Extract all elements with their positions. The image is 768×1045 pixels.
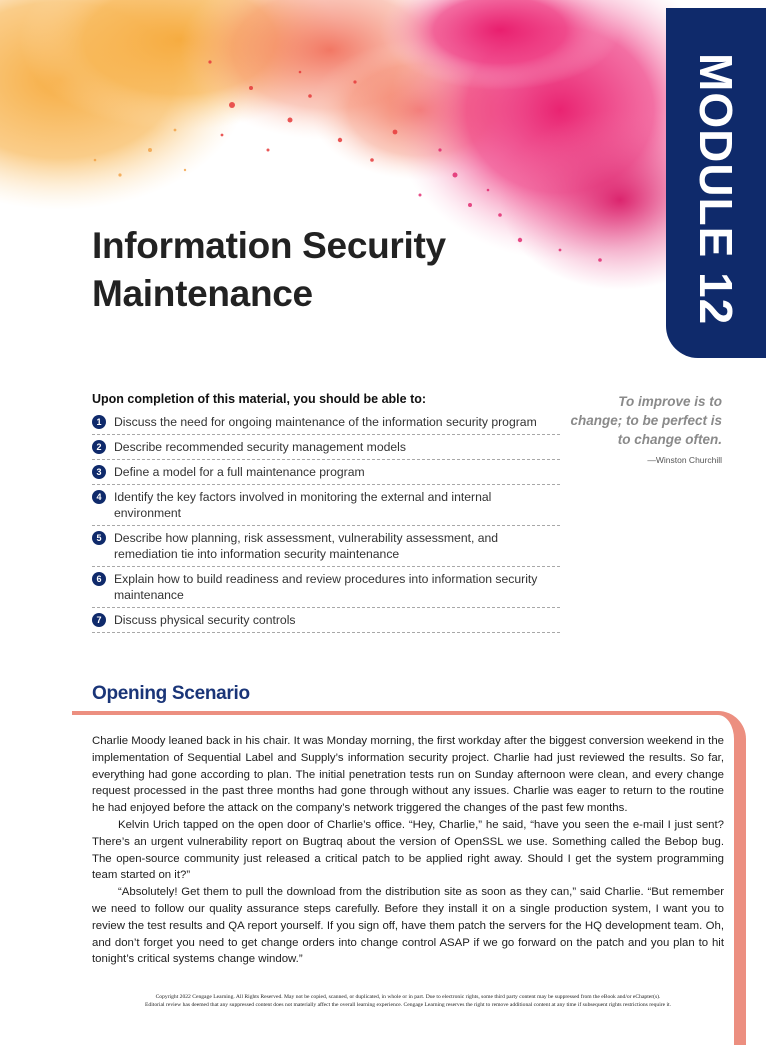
- objective-item: [92, 567, 560, 608]
- quote-text: To improve is to change; to be perfect is to change often.: [570, 394, 722, 447]
- scenario-body: [92, 733, 724, 968]
- objective-item: [92, 410, 560, 435]
- module-tab: [666, 8, 766, 358]
- objective-item: [92, 608, 560, 633]
- epigraph-quote: [570, 392, 722, 465]
- copyright-line-2: Editorial review has deemed that any suppressed content does not materially affect the overall learning experience. Cengage Learning reserves the right to remove additional content at any time if subsequent rights restrictions require it.: [145, 1002, 671, 1008]
- objective-item: [92, 526, 560, 567]
- scenario-paragraph: Kelvin Urich tapped on the open door of Charlie’s office. “Hey, Charlie,” he said, “have you seen the e-mail I just sent? There’s an urgent vulnerability report on Bugtraq about the version of OpenSSL we use. Something called the Bebop bug. The open-source community just released a critical patch to be applied right away. Should I get the system programming team started on it?”: [92, 818, 724, 882]
- copyright-line-1: Copyright 2022 Cengage Learning. All Rights Reserved. May not be copied, scanned, or duplicated, in whole or in part. Due to electronic rights, some third party content may be suppressed from the eBook and/or eChapter(s).: [155, 994, 661, 1000]
- objective-number-badge: 5: [92, 531, 106, 545]
- page-title-line-2: Maintenance: [92, 273, 313, 314]
- objective-text: Describe recommended security management models: [114, 440, 406, 454]
- objective-text: Discuss the need for ongoing maintenance of the information security program: [114, 415, 537, 429]
- objective-number-badge: 3: [92, 465, 106, 479]
- objectives-heading: Upon completion of this material, you should be able to:: [92, 392, 427, 406]
- scenario-paragraph: “Absolutely! Get them to pull the download from the distribution site as soon as they can,” said Charlie. “But remember we need to follow our quality assurance steps carefully. Before they install it on a single production system, I want you to review the test results and QA report yourself. If you sign off, have them patch the servers for the HQ development team. Oh, and don’t forget you need to get change orders into change control ASAP if we go forward on the patch and you plan to hit tonight’s critical systems change window.”: [92, 886, 724, 966]
- objective-number-badge: 2: [92, 440, 106, 454]
- module-number: MODULE 12: [690, 53, 742, 326]
- page-title-line-1: Information Security: [92, 225, 446, 266]
- quote-author: —Winston Churchill: [647, 455, 722, 465]
- learning-objectives: [92, 392, 560, 633]
- scenario-paragraph: Charlie Moody leaned back in his chair. It was Monday morning, the first workday after the biggest conversion weekend in the implementation of Sequential Label and Supply’s information security project. Charlie had just reviewed the results. So far, everything had gone according to plan. The initial penetration tests run on Sunday afternoon were clean, and every change request processed in the past three months had gone through without any issues. Charlie was eager to return to the routine he had enjoyed before the attack on the company’s network triggered the changes of the past few months.: [92, 735, 724, 815]
- objective-number-badge: 6: [92, 572, 106, 586]
- objective-text: Identify the key factors involved in monitoring the external and internal environment: [114, 490, 492, 520]
- objective-item: [92, 460, 560, 485]
- objective-text: Describe how planning, risk assessment, vulnerability assessment, and remediation tie into information security maintenance: [114, 531, 499, 561]
- copyright-notice: [88, 993, 728, 1009]
- objective-text: Define a model for a full maintenance program: [114, 465, 365, 479]
- objective-number-badge: 4: [92, 490, 106, 504]
- section-heading-opening-scenario: Opening Scenario: [92, 683, 250, 704]
- objective-text: Explain how to build readiness and review procedures into information security maintenance: [114, 572, 538, 602]
- objective-number-badge: 7: [92, 613, 106, 627]
- page-title: [92, 222, 446, 318]
- objective-item: [92, 435, 560, 460]
- objective-number-badge: 1: [92, 415, 106, 429]
- objective-item: [92, 485, 560, 526]
- objective-text: Discuss physical security controls: [114, 613, 296, 627]
